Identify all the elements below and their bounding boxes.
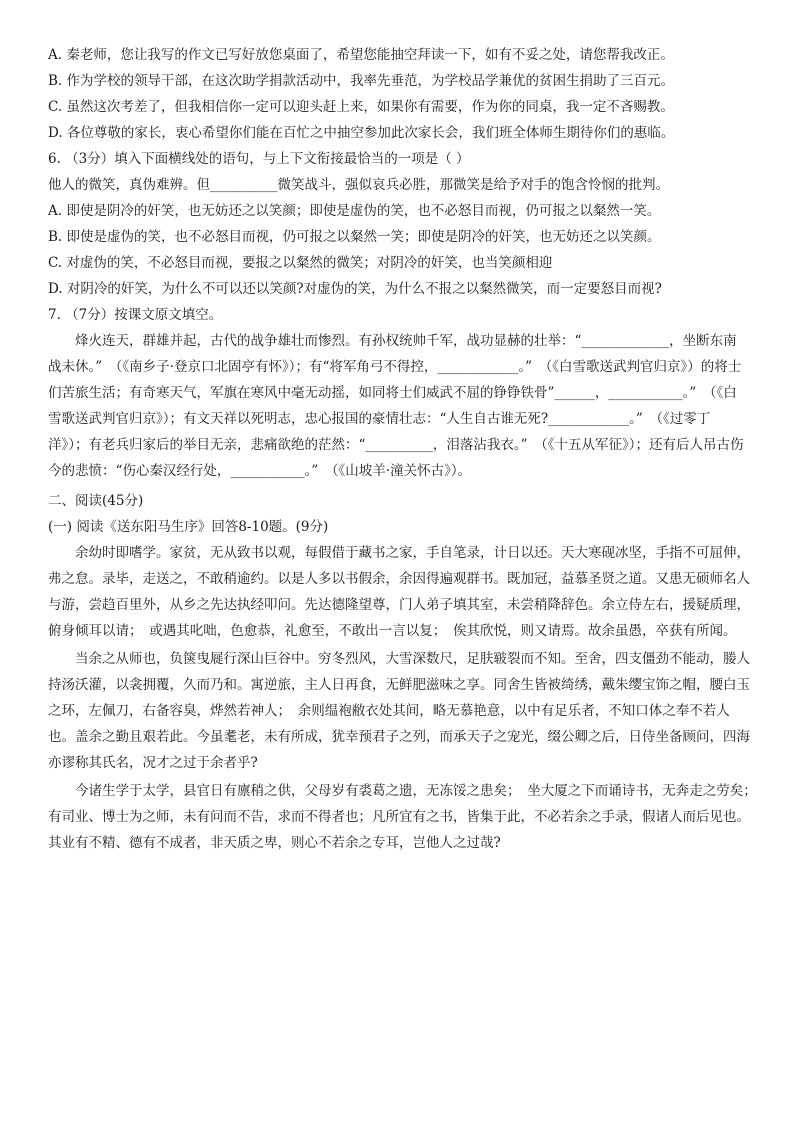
question-6	[48, 146, 750, 302]
q5-option-c: C. 虽然这次考差了，但我相信你一定可以迎头赶上来，如果你有需要，作为你的同桌，我一定不吝赐教。	[48, 99, 674, 115]
section-sub-heading: (一) 阅读《送东阳马生序》回答8-10题。(9分)	[48, 519, 329, 535]
q6-passage: 他人的微笑，真伪难辨。但__________微笑战斗，强似哀兵必胜，那微笑是给予对手的饱含怜悯的批判。	[48, 177, 669, 193]
reading-section	[48, 488, 764, 856]
q7-passage: 烽火连天，群雄并起，古代的战争雄壮而惨烈。有孙权统帅千军，战功显赫的壮举：“_____________，坐断东南战未休。” （《南乡子·登京口北固亭有怀》）；有“将军角弓不得控，____________。” （《白雪歌送武判官归京》）的将士们苦旅生活；有奇寒天气，军旗在寒风中毫无动摇，如同将士们威武不屈的铮铮铁骨”______，___________。” （《白雪歌送武判官归京》）；有文天祥以死明志，忠心报国的豪情壮志：“人生自古谁无死?____________。” （《过零丁洋》）；有老兵归家后的举目无亲，悲痛欲绝的茫然：“__________，泪落沾我衣。” （《十五从军征》）；还有后人吊古伤今的悲愤：“伤心秦汉经行处，___________。” （《山坡羊·潼关怀古》）。	[48, 333, 744, 479]
q5-options	[48, 42, 750, 146]
section-heading: 二、阅读(45分)	[48, 493, 144, 509]
q5-option-a: A. 秦老师，您让我写的作文已写好放您桌面了，希望您能抽空拜读一下，如有不妥之处，请您帮我改正。	[48, 47, 674, 63]
passage-paragraph-2: 当余之从师也，负箧曳屣行深山巨谷中。穷冬烈风，大雪深数尺，足肤皲裂而不知。至舍，四支僵劲不能动，媵人持汤沃灌，以衾拥覆，久而乃和。寓逆旅，主人日再食，无鲜肥滋味之享。同舍生皆被绮绣，戴朱缨宝饰之帽，腰白玉之环，左佩刀，右备容臭，烨然若神人； 余则缊袍敝衣处其间，略无慕艳意，以中有足乐者，不知口体之奉不若人也。盖余之勤且艰若此。今虽耄老，未有所成，犹幸预君子之列，而承天子之宠光，缀公卿之后，日侍坐备顾问，四海亦谬称其氏名，况才之过于余者乎?	[48, 651, 750, 771]
passage-paragraph-3: 今诸生学于太学，县官日有廪稍之供，父母岁有裘葛之遗，无冻馁之患矣； 坐大厦之下而诵诗书，无奔走之劳矣； 有司业、博士为之师，未有问而不告，求而不得者也；凡所宜有之书，皆集于此，不必若余之手录，假诸人而后见也。其业有不精、德有不成者，非天质之卑，则心不若余之专耳，岂他人之过哉?	[48, 783, 764, 851]
q5-option-d: D. 各位尊敬的家长，衷心希望你们能在百忙之中抽空参加此次家长会，我们班全体师生期待你们的惠临。	[48, 125, 675, 141]
q6-stem: 6. （3分）填入下面横线处的语句，与上下文衔接最恰当的一项是（ ）	[48, 151, 470, 167]
q7-stem: 7. （7分）按课文原文填空。	[48, 307, 223, 323]
q6-option-d: D. 对阴冷的奸笑，为什么不可以还以笑颜?对虚伪的笑，为什么不报之以粲然微笑，而一定要怒目而视?	[48, 281, 662, 297]
passage-paragraph-1: 余幼时即嗜学。家贫，无从致书以观，每假借于藏书之家，手自笔录，计日以还。天大寒砚冰坚，手指不可屈伸，弗之怠。录毕，走送之，不敢稍逾约。以是人多以书假余，余因得遍观群书。既加冠，益慕圣贤之道。又患无硕师名人与游，尝趋百里外，从乡之先达执经叩问。先达德隆望尊，门人弟子填其室，未尝稍降辞色。余立侍左右，援疑质理，俯身倾耳以请； 或遇其叱咄，色愈恭，礼愈至，不敢出一言以复； 俟其欣悦，则又请焉。故余虽愚，卒获有所闻。	[48, 545, 750, 639]
q6-option-c: C. 对虚伪的笑，不必怒目而视，要报之以粲然的微笑；对阴冷的奸笑，也当笑颜相迎	[48, 255, 553, 271]
q6-option-a: A. 即使是阴冷的奸笑，也无妨还之以笑颜；即使是虚伪的笑，也不必怒目而视，仍可报之以粲然一笑。	[48, 203, 661, 219]
q5-option-b: B. 作为学校的领导干部，在这次助学捐款活动中，我率先垂范，为学校品学兼优的贫困生捐助了三百元。	[48, 73, 675, 89]
q6-option-b: B. 即使是虚伪的笑，也不必怒目而视，仍可报之以粲然一笑；即使是阴冷的奸笑，也无妨还之以笑颜。	[48, 229, 661, 245]
question-7	[48, 302, 750, 484]
